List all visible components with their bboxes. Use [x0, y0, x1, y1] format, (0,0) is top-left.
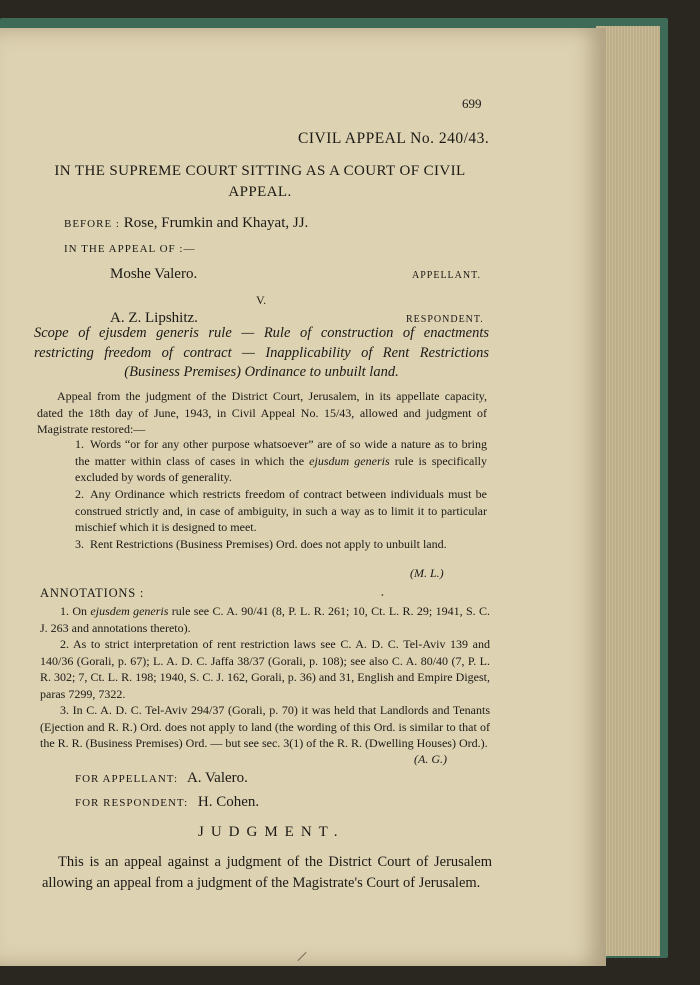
headnote: Appeal from the judgment of the District Court, Jerusalem, in its appellate capacity, dated the 18th day of June, 1943, in Civil Appeal No. 15/43, allowed and judgment of Magistrate restored:— [37, 389, 487, 436]
annotation-text: In C. A. D. C. Tel-Aviv 294/37 (Gorali, p. 70) it was held that Landlords and Tenants (Ejection and R. R.) Ord. does not apply to land (the wording of this Ord. is similar to that of the R. R. (Business Premises) Ord. — but see sec. 3(1) of the R. R. (Dwelling Houses) Ord.). [40, 703, 491, 750]
annotation-number: 1. [60, 604, 69, 618]
holding-italic: ejusdum generis [309, 453, 390, 468]
holding-item [75, 536, 487, 553]
holding-text: Any Ordinance which restricts freedom of contract between individuals must be construed strictly and, in case of ambiguity, in such a way as to limit it to particular mischief which it is designed to meet. [75, 487, 487, 534]
judgment-heading: JUDGMENT. [198, 824, 345, 840]
annotation-text: On [72, 604, 91, 618]
counsel-respondent-name: H. Cohen. [197, 794, 260, 810]
appellant-name: Moshe Valero. [110, 266, 198, 282]
respondent-name: A. Z. Lipshitz. [110, 310, 198, 326]
holding-item [75, 486, 487, 536]
annotations-initials: (A. G.) [414, 752, 447, 766]
court-title: IN THE SUPREME COURT SITTING AS A COURT OF CIVIL APPEAL. [54, 163, 466, 200]
holding-text: Words “or for any other purpose whatsoever” are of so wide a nature as to bring the matter within class of cases in which the [75, 437, 487, 468]
judgment-text: This is an appeal against a judgment of the District Court of Jerusalem allowing an appeal from a judgment of the Magistrate's Court of Jerusalem. [42, 854, 492, 891]
annotation-text: As to strict interpretation of rent restriction laws see C. A. D. C. Tel-Aviv 139 and 140/36 (Gorali, p. 67); L. A. D. C. Jaffa 38/37 (Gorali, p. 108); see also C. A. 80/40 (7, P. L. R. 302; 7, Ct. L. R. 198; 1940, S. C. J. 162, Gorali, p. 36) and 31, English and Empire Digest, paras 7299, 7322. [40, 637, 490, 701]
counsel-respondent-label: FOR RESPONDENT: [75, 797, 189, 809]
subject-matter: Scope of ejusdem generis rule — Rule of construction of enactments restricting freedom of contract — Inapplicability of Rent Restrictions (Business Premises) Ordinance to unbuilt land. [34, 325, 489, 380]
bench-line [64, 215, 308, 232]
annotation-item [40, 636, 490, 702]
counsel-respondent [75, 794, 259, 811]
holding-number: 1. [75, 437, 84, 451]
annotation-item [40, 702, 490, 752]
holding-item [75, 436, 487, 486]
versus: V. [256, 293, 267, 307]
counsel-appellant-name: A. Valero. [186, 770, 248, 786]
book-page [0, 28, 606, 966]
before-label: BEFORE : [64, 218, 120, 230]
appeal-of-label: IN THE APPEAL OF :— [64, 243, 196, 255]
annotation-number: 2. [60, 637, 69, 651]
annotations-title: ANNOTATIONS : [40, 586, 145, 600]
page-number: 699 [462, 96, 482, 111]
case-number: CIVIL APPEAL No. 240/43. [298, 130, 490, 147]
page-mark [297, 952, 306, 961]
annotation-text-end: rule see C. A. 90/41 (8, P. L. R. 261; 10, Ct. L. R. 29; 1941, S. C. J. 263 and annotations thereto). [40, 604, 490, 635]
margin-mark: • [381, 591, 384, 600]
judges-names: Rose, Frumkin and Khayat, JJ. [123, 215, 309, 231]
appellant-role: APPELLANT. [412, 270, 481, 281]
counsel-appellant [75, 770, 248, 787]
annotation-item [40, 603, 490, 636]
counsel-appellant-label: FOR APPELLANT: [75, 773, 178, 785]
holding-text-end: rule is specifically excluded by words of generality. [75, 453, 487, 484]
holding-text: Rent Restrictions (Business Premises) Ord. does not apply to unbuilt land. [90, 537, 447, 551]
holding-number: 3. [75, 537, 84, 551]
annotation-number: 3. [60, 703, 69, 717]
holdings-initials: (M. L.) [410, 566, 444, 580]
holding-number: 2. [75, 487, 84, 501]
annotation-italic: ejusdem generis [90, 604, 169, 618]
respondent-role: RESPONDENT. [406, 314, 484, 325]
